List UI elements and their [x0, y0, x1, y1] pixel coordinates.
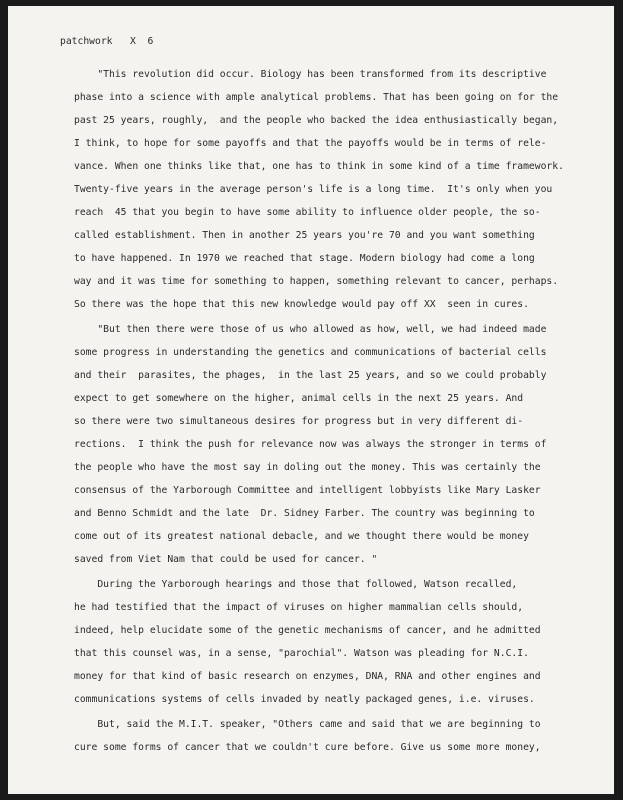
- text-line: so there were two simultaneous desires for progress but in very different di-: [74, 416, 524, 427]
- text-line: to have happened. In 1970 we reached that stage. Modern biology had come a long: [74, 253, 535, 264]
- typewritten-page: [8, 6, 614, 794]
- text-line: "This revolution did occur. Biology has been transformed from its descriptive: [74, 69, 547, 80]
- header-label: patchwork: [60, 36, 113, 47]
- text-line: past 25 years, roughly, and the people who backed the idea enthusiastically began,: [74, 115, 559, 126]
- text-line: cure some forms of cancer that we couldn't cure before. Give us some more money,: [74, 742, 541, 753]
- text-line: come out of its greatest national debacle, and we thought there would be money: [74, 531, 529, 542]
- text-line: I think, to hope for some payoffs and that the payoffs would be in terms of rele-: [74, 138, 547, 149]
- header-marker: X: [130, 36, 136, 47]
- text-line: vance. When one thinks like that, one has to think in some kind of a time framework.: [74, 161, 564, 172]
- page-number: 6: [147, 36, 154, 47]
- text-line: he had testified that the impact of viruses on higher mammalian cells should,: [74, 602, 524, 613]
- text-line: But, said the M.I.T. speaker, "Others came and said that we are beginning to: [74, 719, 541, 730]
- text-line: money for that kind of basic research on enzymes, DNA, RNA and other engines and: [74, 671, 541, 682]
- text-line: way and it was time for something to happen, something relevant to cancer, perhaps.: [74, 276, 559, 287]
- text-line: phase into a science with ample analytical problems. That has been going on for the: [74, 92, 559, 103]
- text-line: Twenty-five years in the average person's life is a long time. It's only when you: [74, 184, 553, 195]
- text-line: that this counsel was, in a sense, "parochial". Watson was pleading for N.C.I.: [74, 648, 529, 659]
- text-line: and Benno Schmidt and the late Dr. Sidney Farber. The country was beginning to: [74, 508, 535, 519]
- text-line: During the Yarborough hearings and those that followed, Watson recalled,: [74, 579, 518, 590]
- body-text: [8, 6, 614, 794]
- text-line: "But then there were those of us who allowed as how, well, we had indeed made: [74, 324, 547, 335]
- text-line: expect to get somewhere on the higher, animal cells in the next 25 years. And: [74, 393, 524, 404]
- text-line: rections. I think the push for relevance now was always the stronger in terms of: [74, 439, 547, 450]
- text-line: reach 45 that you begin to have some ability to influence older people, the so-: [74, 207, 541, 218]
- text-line: some progress in understanding the genetics and communications of bacterial cells: [74, 347, 547, 358]
- text-line: saved from Viet Nam that could be used for cancer. ": [74, 554, 378, 565]
- text-line: and their parasites, the phages, in the last 25 years, and so we could probably: [74, 370, 547, 381]
- text-line: indeed, help elucidate some of the genetic mechanisms of cancer, and he admitted: [74, 625, 541, 636]
- text-line: called establishment. Then in another 25 years you're 70 and you want something: [74, 230, 535, 241]
- text-line: consensus of the Yarborough Committee and intelligent lobbyists like Mary Lasker: [74, 485, 541, 496]
- text-line: So there was the hope that this new knowledge would pay off XX seen in cures.: [74, 299, 529, 310]
- text-line: the people who have the most say in doling out the money. This was certainly the: [74, 462, 541, 473]
- text-line: communications systems of cells invaded by neatly packaged genes, i.e. viruses.: [74, 694, 535, 705]
